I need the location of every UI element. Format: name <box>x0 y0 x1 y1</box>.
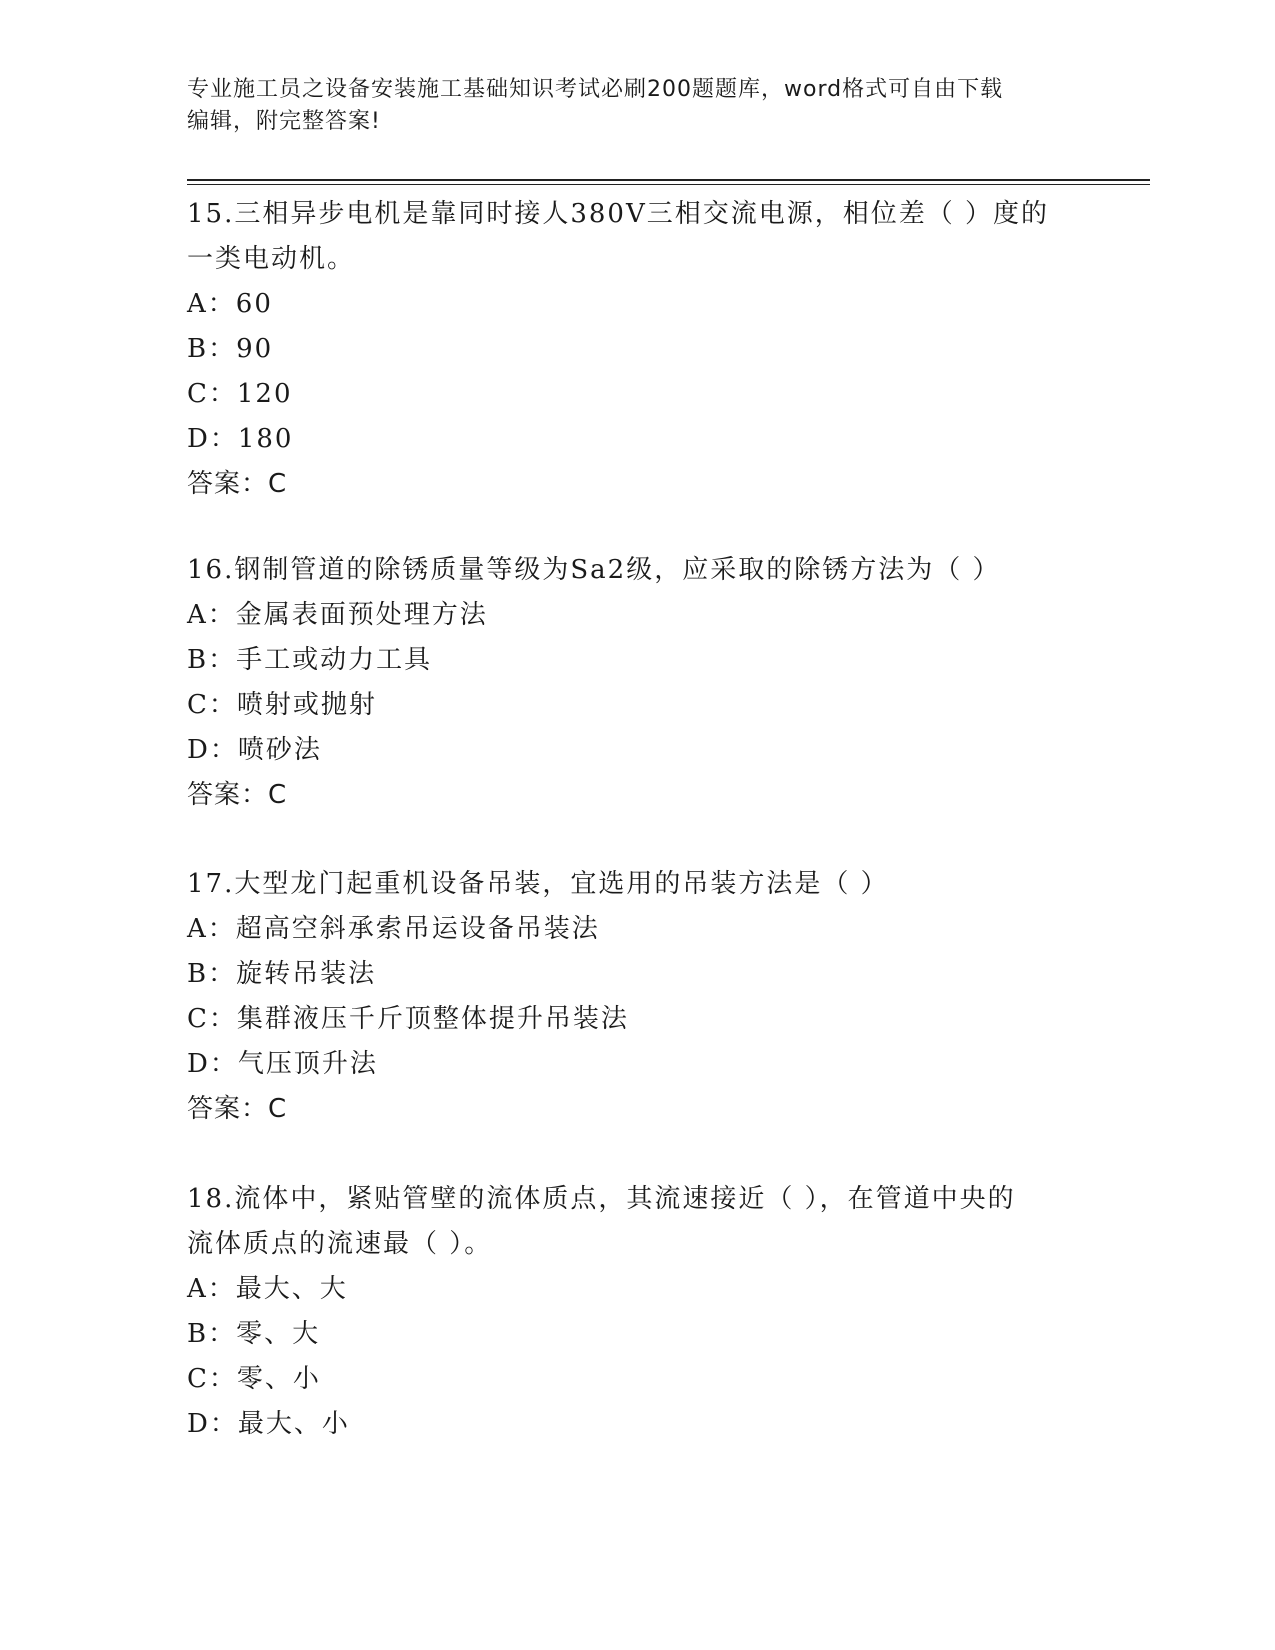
document-header <box>187 74 1067 138</box>
header-divider <box>187 179 1150 185</box>
option-a: A：金属表面预处理方法 <box>187 600 488 630</box>
question-stem: 流体质点的流速最（ ）。 <box>187 1229 493 1259</box>
question-17 <box>187 862 1087 1132</box>
option-d: D：气压顶升法 <box>187 1049 378 1079</box>
option-b: B：手工或动力工具 <box>187 645 433 675</box>
question-16 <box>187 548 1087 818</box>
question-15 <box>187 192 1087 507</box>
option-a: A：最大、大 <box>187 1274 348 1304</box>
question-stem: 15.三相异步电机是靠同时接人380V三相交流电源，相位差（ ）度的 <box>187 199 1050 229</box>
option-b: B：90 <box>187 334 274 364</box>
answer: 答案：C <box>187 469 288 499</box>
option-a: A：超高空斜承索吊运设备吊装法 <box>187 914 600 944</box>
question-stem: 一类电动机。 <box>187 244 356 274</box>
option-a: A：60 <box>187 289 273 319</box>
answer: 答案：C <box>187 1094 288 1124</box>
question-stem: 17.大型龙门起重机设备吊装，宜选用的吊装方法是（ ） <box>187 869 889 899</box>
answer: 答案：C <box>187 780 288 810</box>
option-c: C：喷射或抛射 <box>187 690 377 720</box>
option-c: C：120 <box>187 379 293 409</box>
option-c: C：零、小 <box>187 1364 321 1394</box>
header-line-2: 编辑，附完整答案! <box>187 109 381 134</box>
option-c: C：集群液压千斤顶整体提升吊装法 <box>187 1004 629 1034</box>
option-d: D：喷砂法 <box>187 735 322 765</box>
header-line-1: 专业施工员之设备安装施工基础知识考试必刷200题题库，word格式可自由下载 <box>187 77 1004 102</box>
option-b: B：零、大 <box>187 1319 321 1349</box>
question-stem: 16.钢制管道的除锈质量等级为Sa2级，应采取的除锈方法为（ ） <box>187 555 1001 585</box>
option-d: D：最大、小 <box>187 1409 350 1439</box>
question-stem: 18.流体中，紧贴管壁的流体质点，其流速接近（ ），在管道中央的 <box>187 1184 1016 1214</box>
option-d: D：180 <box>187 424 294 454</box>
option-b: B：旋转吊装法 <box>187 959 377 989</box>
question-18 <box>187 1177 1087 1447</box>
